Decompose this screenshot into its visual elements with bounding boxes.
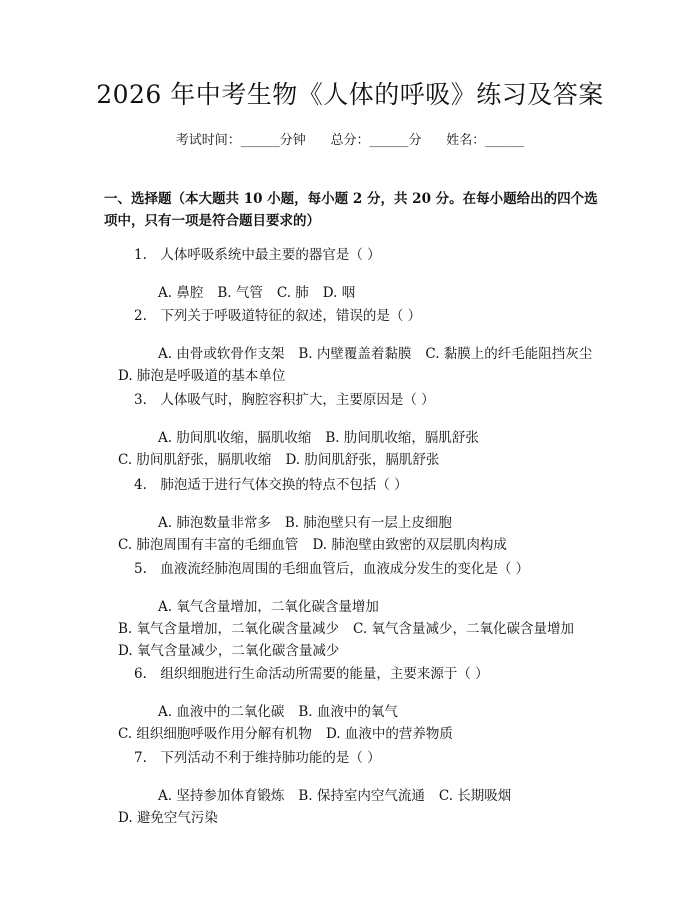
exam-meta-line: 考试时间：______分钟 总分：______分 姓名：______ [175,133,525,148]
question-stem: 3. 人体吸气时，胸腔容积扩大，主要原因是（ ） [134,392,435,408]
question-3 [104,389,604,471]
question-options [104,512,604,556]
question-options [104,596,604,662]
option-b: B. 气管 [217,285,263,301]
question-7 [104,747,604,829]
option-a: A. 血液中的二氧化碳 [158,704,285,720]
option-a: A. 鼻腔 [158,285,204,301]
option-c: C. 肺 [276,285,309,301]
section-heading: 一、选择题（本大题共 10 小题，每小题 2 分，共 20 分。在每小题给出的四个选项中，只有一项是符合题目要求的） [104,191,598,229]
question-options [104,343,604,387]
option-d: D. 肺泡壁由致密的双层肌肉构成 [312,537,507,553]
option-c: C. 肺泡周围有丰富的毛细血管 [118,537,299,553]
option-c: C. 组织细胞呼吸作用分解有机物 [118,726,312,742]
option-a: A. 氧气含量增加，二氧化碳含量增加 [158,599,379,615]
question-stem: 2. 下列关于呼吸道特征的叙述，错误的是（ ） [134,308,422,324]
option-d: D. 避免空气污染 [118,810,218,826]
option-c: C. 肋间肌舒张，膈肌收缩 [118,452,272,468]
question-stem: 4. 肺泡适于进行气体交换的特点不包括（ ） [134,477,408,493]
option-d: D. 咽 [322,285,356,301]
option-a: A. 肋间肌收缩，膈肌收缩 [158,430,312,446]
question-1 [104,244,604,304]
option-a: A. 由骨或软骨作支架 [158,346,285,362]
question-options [104,282,604,304]
question-stem: 7. 下列活动不利于维持肺功能的是（ ） [134,750,381,766]
question-6 [104,663,604,745]
option-d: D. 氧气含量减少，二氧化碳含量减少 [118,643,340,659]
question-stem: 5. 血液流经肺泡周围的毛细血管后，血液成分发生的变化是（ ） [134,561,530,577]
question-stem: 1. 人体呼吸系统中最主要的器官是（ ） [134,247,381,263]
option-c: C. 黏膜上的纤毛能阻挡灰尘 [425,346,593,362]
option-b: B. 氧气含量增加，二氧化碳含量减少 [118,621,340,637]
exam-title: 2026 年中考生物《人体的呼吸》练习及答案 [96,80,604,109]
option-c: C. 长期吸烟 [438,788,512,804]
option-a: A. 坚持参加体育锻炼 [158,788,285,804]
option-d: D. 肋间肌舒张，膈肌舒张 [285,452,440,468]
question-4 [104,474,604,556]
option-d: D. 肺泡是呼吸道的基本单位 [118,368,286,384]
question-stem: 6. 组织细胞进行生命活动所需要的能量，主要来源于（ ） [134,666,489,682]
option-a: A. 肺泡数量非常多 [158,515,271,531]
option-c: C. 氧气含量减少，二氧化碳含量增加 [353,621,574,637]
question-options [104,701,604,745]
option-b: B. 肺泡壁只有一层上皮细胞 [284,515,452,531]
option-d: D. 血液中的营养物质 [325,726,453,742]
option-b: B. 肋间肌收缩，膈肌舒张 [325,430,479,446]
option-b: B. 保持室内空气流通 [298,788,425,804]
option-b: B. 血液中的氧气 [298,704,398,720]
question-2 [104,305,604,387]
question-options [104,785,604,829]
question-5 [104,558,604,662]
option-b: B. 内壁覆盖着黏膜 [298,346,412,362]
question-options [104,427,604,471]
